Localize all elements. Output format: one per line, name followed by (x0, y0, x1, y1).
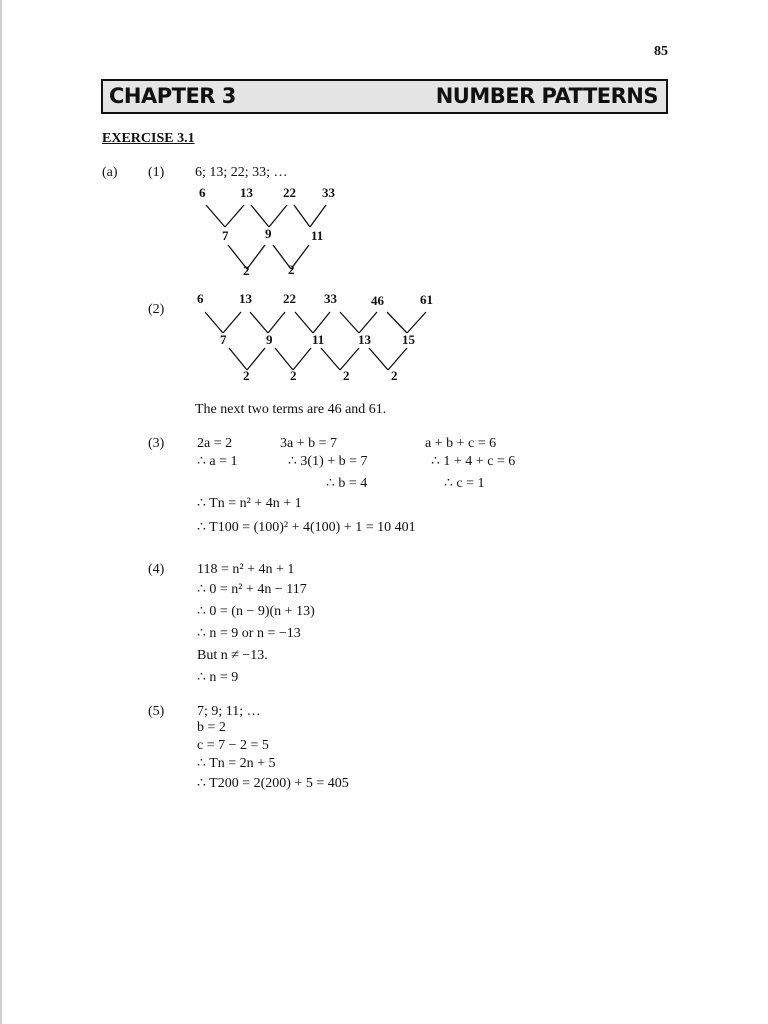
q2-first-difference: 11 (312, 332, 325, 347)
q2-first-difference: 15 (402, 332, 415, 347)
q2-term: 61 (420, 292, 433, 307)
q2-first-difference: 13 (358, 332, 371, 347)
chapter-title: NUMBER PATTERNS (435, 84, 658, 108)
q3-col3-line1: a + b + c = 6 (425, 436, 497, 451)
q1-term: 22 (283, 185, 296, 200)
chapter-label: CHAPTER 3 (109, 84, 236, 108)
q1-first-difference: 9 (265, 226, 272, 241)
q2-first-difference: 7 (220, 332, 227, 347)
part-label: (a) (102, 165, 118, 180)
q1-first-difference: 7 (222, 228, 229, 243)
q4-line: ∴ n = 9 or n = −13 (197, 626, 301, 641)
q3-col1-line2: ∴ a = 1 (197, 454, 238, 469)
q4-line: But n ≠ −13. (197, 648, 268, 663)
q5-line: 7; 9; 11; … (197, 704, 261, 719)
q1-term: 13 (240, 185, 253, 200)
q5-line: c = 7 − 2 = 5 (197, 738, 269, 753)
q5-line: ∴ T200 = 2(200) + 5 = 405 (197, 776, 349, 791)
q3-general-term: ∴ Tn = n² + 4n + 1 (197, 496, 302, 511)
q3-col1-line1: 2a = 2 (197, 436, 233, 451)
q2-second-difference: 2 (391, 368, 398, 383)
q4-line: ∴ n = 9 (197, 670, 239, 685)
q1-first-difference: 11 (311, 228, 324, 243)
q1-label: (1) (148, 165, 165, 180)
q2-second-difference: 2 (290, 368, 297, 383)
q2-term: 22 (283, 291, 296, 306)
q1-term: 6 (199, 185, 206, 200)
q3-col3-line2: ∴ 1 + 4 + c = 6 (431, 454, 516, 469)
q3-t100: ∴ T100 = (100)² + 4(100) + 1 = 10 401 (197, 520, 416, 535)
q5-line: ∴ Tn = 2n + 5 (197, 756, 276, 771)
chapter-header (101, 79, 668, 114)
q5-line: b = 2 (197, 720, 226, 735)
q3-col2-line1: 3a + b = 7 (280, 436, 338, 451)
q2-term: 33 (324, 291, 337, 306)
q2-term: 46 (371, 293, 384, 308)
exercise-title: EXERCISE 3.1 (102, 131, 195, 146)
page-left-edge (0, 0, 2, 1024)
q2-term: 6 (197, 291, 204, 306)
page-number: 85 (654, 44, 668, 59)
q5-label: (5) (148, 704, 165, 719)
q2-conclusion: The next two terms are 46 and 61. (195, 402, 387, 417)
q1-second-difference: 2 (288, 262, 295, 277)
q4-line: ∴ 0 = n² + 4n − 117 (197, 582, 307, 597)
q2-label: (2) (148, 302, 165, 317)
q2-first-difference: 9 (266, 332, 273, 347)
q4-line: ∴ 0 = (n − 9)(n + 13) (197, 604, 315, 619)
q3-col2-line2: ∴ 3(1) + b = 7 (288, 454, 368, 469)
q2-second-difference: 2 (243, 368, 250, 383)
q4-label: (4) (148, 562, 165, 577)
q3-label: (3) (148, 436, 165, 451)
q3-col3-line3: ∴ c = 1 (444, 476, 485, 491)
q1-second-difference: 2 (243, 263, 250, 278)
q3-col2-line3: ∴ b = 4 (326, 476, 368, 491)
q1-term: 33 (322, 185, 335, 200)
q1-sequence: 6; 13; 22; 33; … (195, 165, 288, 180)
q4-line: 118 = n² + 4n + 1 (197, 562, 295, 577)
q2-term: 13 (239, 291, 252, 306)
q2-second-difference: 2 (343, 368, 350, 383)
